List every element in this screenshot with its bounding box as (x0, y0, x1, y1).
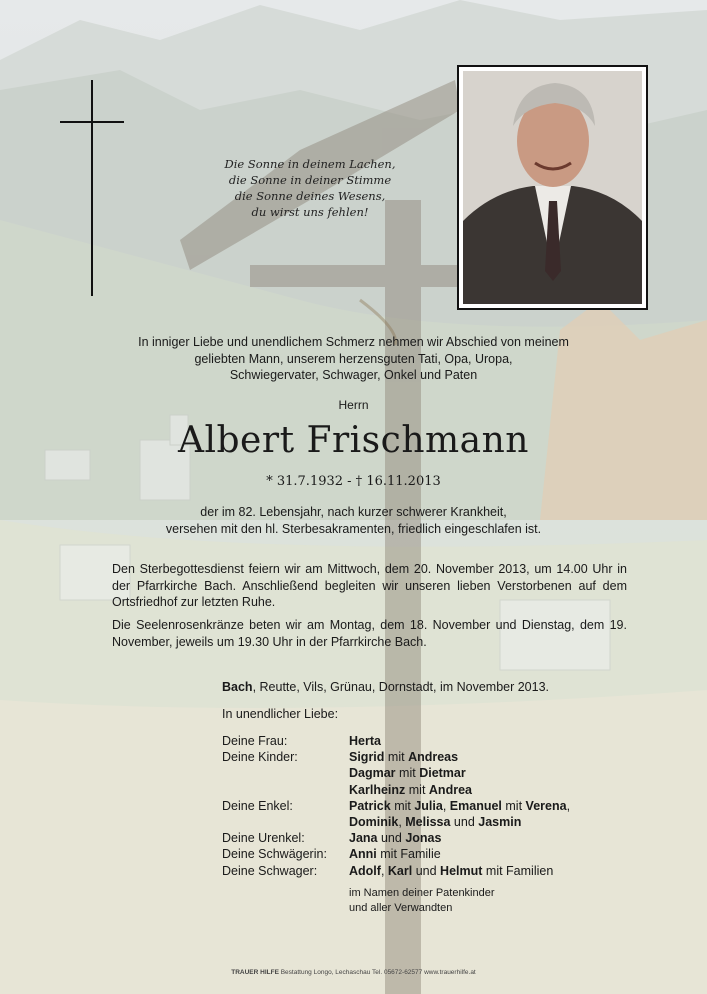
connector: und (453, 815, 475, 830)
family-name: Adolf (349, 863, 381, 878)
family-row-children (222, 782, 642, 798)
family-name: Emanuel (449, 798, 502, 813)
family-name: Herta (349, 734, 381, 748)
connector: mit (387, 750, 405, 765)
poem-line: Die Sonne in deinem Lachen, (224, 157, 396, 171)
family-row-children (222, 765, 642, 781)
family-name: Anni (349, 847, 377, 862)
rosary-text: Die Seelenrosenkränze beten wir am Montag, dem 18. November und Dienstag, dem 19. November, jeweils um 19.30 Uhr in der Pfarrkirche Bach. (112, 618, 627, 649)
deceased-name: Albert Frischmann (178, 420, 529, 461)
family-name: Jana (349, 831, 378, 846)
poem-line: die Sonne in deiner Stimme (228, 173, 392, 187)
cross-icon-vertical (91, 80, 93, 296)
connector: mit (505, 798, 523, 813)
family-name: Verena (525, 798, 567, 813)
poem-line: die Sonne deines Wesens, (234, 189, 386, 203)
description-text (100, 504, 607, 537)
family-label: Deine Kinder: (222, 750, 298, 765)
family-name: Dominik (349, 815, 399, 830)
family-label: Deine Schwägerin: (222, 847, 327, 862)
funeral-service-text: Den Sterbegottesdienst feiern wir am Mittwoch, dem 20. November 2013, um 14.00 Uhr in der Pfarrkirche Bach. Anschließend begleiten wir unseren lieben Verstorbenen auf dem Ortsfriedhof zur letzten Ruhe. (112, 562, 627, 609)
description-line: der im 82. Lebensjahr, nach kurzer schwerer Krankheit, (200, 505, 507, 519)
intro-line: Schwiegervater, Schwager, Onkel und Paten (229, 368, 478, 382)
family-row-great-grandchildren (222, 830, 642, 846)
family-name: Karl (387, 863, 413, 878)
memorial-poem (185, 156, 435, 220)
family-name: Patrick (349, 798, 391, 813)
family-name: Dietmar (419, 766, 466, 781)
family-name: Andrea (428, 782, 472, 797)
poem-line: du wirst uns fehlen! (251, 205, 369, 219)
footer-brand: TRAUER HILFE (231, 969, 279, 976)
place-name: Bach (222, 680, 253, 694)
family-name: Jasmin (478, 815, 522, 830)
family-label: Deine Enkel: (222, 798, 293, 813)
salutation: Herrn (338, 398, 369, 412)
family-suffix: mit Familien (485, 863, 554, 878)
connector: mit (408, 782, 426, 797)
family-name: Julia (414, 798, 443, 813)
life-dates: * 31.7.1932 - † 16.11.2013 (266, 474, 441, 489)
family-label: Deine Schwager: (222, 863, 318, 878)
family-row-wife (222, 733, 642, 749)
intro-line: In inniger Liebe und unendlichem Schmerz nehmen wir Abschied von meinem (138, 335, 569, 349)
family-suffix: mit Familie (380, 847, 441, 862)
intro-line: geliebten Mann, unserem herzensguten Tati, Opa, Uropa, (194, 351, 513, 366)
family-name: Dagmar (349, 766, 396, 781)
family-row-brothers-in-law: Deine Schwager: Adolf, Karl und Helmut mit Familien (222, 863, 554, 878)
family-row-children (222, 749, 642, 765)
description-line: versehen mit den hl. Sterbesakramenten, friedlich eingeschlafen ist. (165, 521, 542, 536)
family-name: Jonas (405, 831, 442, 846)
portrait-photo (457, 65, 648, 310)
connector: mit (394, 798, 411, 813)
family-row-grandchildren: Dominik, Melissa und Jasmin (349, 815, 522, 830)
family-row-grandchildren: Deine Enkel: Patrick mit Julia, Emanuel mit Verena, (222, 798, 571, 813)
family-name: Sigrid (349, 750, 385, 765)
family-name: Andreas (408, 750, 459, 765)
intro-text (100, 334, 607, 384)
closing-line: und aller Verwandten (349, 902, 453, 914)
family-label: Deine Frau: (222, 734, 288, 748)
closing-line: im Namen deiner Patenkinder (349, 887, 495, 899)
closing-text (349, 886, 495, 916)
connector: und (380, 831, 402, 846)
footer (0, 969, 707, 976)
family-row-sister-in-law (222, 846, 642, 862)
family-list (222, 733, 642, 879)
family-name: Helmut (440, 863, 483, 878)
family-name: Karlheinz (349, 782, 406, 797)
connector: mit (399, 766, 416, 781)
love-line: In unendlicher Liebe: (222, 707, 339, 721)
family-name: Melissa (405, 815, 451, 830)
footer-text: Bestattung Longo, Lechaschau Tel. 05672-62577 www.trauerhilfe.at (280, 969, 476, 976)
connector: und (415, 863, 437, 878)
place-date-line (222, 680, 549, 694)
place-rest: , Reutte, Vils, Grünau, Dornstadt, im November 2013. (252, 680, 550, 694)
cross-icon-horizontal (60, 121, 124, 123)
family-label: Deine Urenkel: (222, 831, 305, 846)
